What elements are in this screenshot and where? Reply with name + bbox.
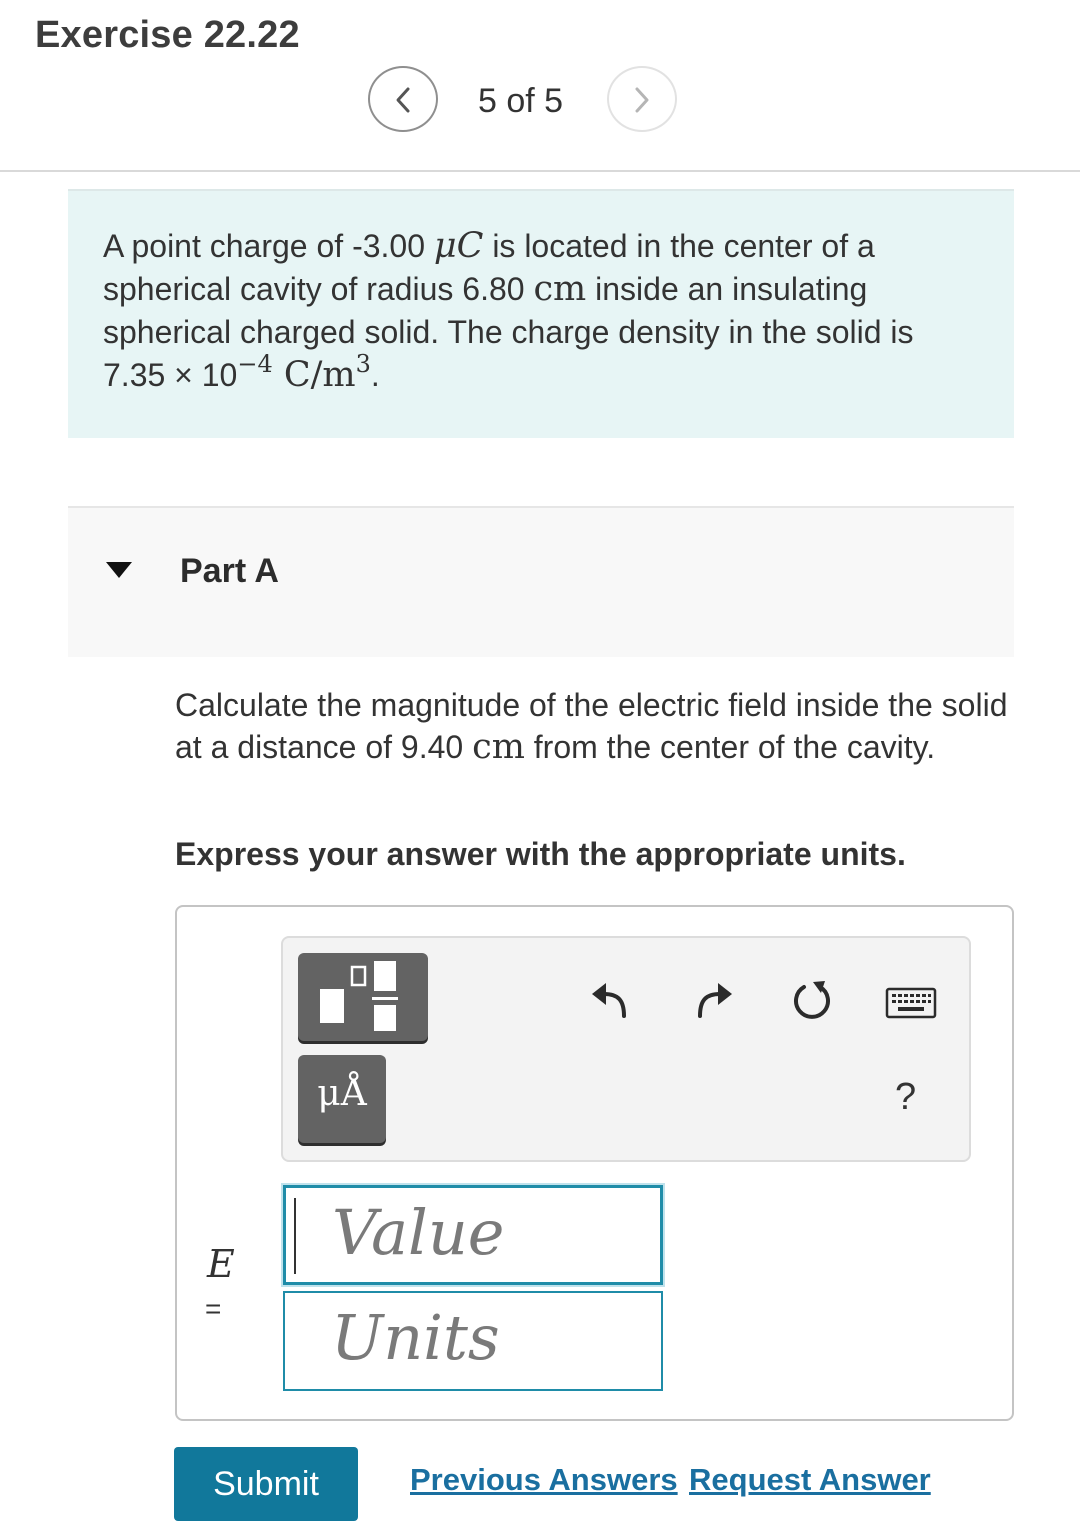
units-button-label: μÅ — [317, 1073, 367, 1114]
pager — [368, 66, 688, 134]
templates-button[interactable] — [298, 953, 428, 1041]
reset-icon[interactable] — [789, 978, 835, 1024]
question-text-2: from the center of the cavity. — [524, 729, 936, 765]
caret-down-icon[interactable] — [105, 560, 133, 580]
value-input[interactable] — [283, 1185, 663, 1285]
templates-icon — [298, 953, 428, 1041]
part-a-header[interactable] — [68, 506, 1014, 657]
text-cursor — [294, 1198, 296, 1274]
pager-status: 5 of 5 — [478, 82, 564, 120]
redo-icon[interactable] — [692, 978, 734, 1020]
answer-panel — [175, 905, 1014, 1421]
previous-exercise-button[interactable] — [368, 66, 438, 132]
keyboard-icon[interactable] — [885, 986, 937, 1020]
next-exercise-button[interactable] — [607, 66, 677, 132]
part-label: Part A — [180, 552, 279, 590]
question-text — [175, 684, 1015, 768]
problem-text-1: A point charge of -3.00 — [103, 228, 434, 264]
request-answer-link[interactable]: Request Answer — [689, 1462, 931, 1497]
problem-statement-box — [68, 189, 1014, 438]
chevron-left-icon — [391, 85, 415, 115]
exercise-title: Exercise 22.22 — [35, 14, 300, 56]
equals-sign: = — [205, 1293, 222, 1324]
density-unit-exponent: 3 — [355, 350, 371, 378]
header-divider — [0, 170, 1080, 172]
help-button[interactable]: ? — [895, 1076, 917, 1118]
density-exponent: −4 — [237, 350, 273, 378]
units-button[interactable] — [298, 1055, 386, 1143]
answer-instruction: Express your answer with the appropriate units. — [175, 836, 906, 872]
chevron-right-icon — [630, 85, 654, 115]
value-placeholder: Value — [332, 1196, 505, 1269]
distance-unit: cm — [472, 727, 525, 767]
charge-unit: μC — [433, 226, 484, 266]
radius-unit: cm — [533, 269, 587, 309]
undo-icon[interactable] — [590, 978, 632, 1020]
problem-text-2: is located in the center of a spherical cavity of radius 6.80 — [103, 228, 875, 307]
answer-variable: E — [207, 1242, 235, 1286]
submit-button[interactable]: Submit — [174, 1447, 358, 1521]
problem-text-3: inside an insulating spherical charged solid. The charge density in the solid is 7.35 × 10 — [103, 271, 914, 393]
units-input[interactable] — [283, 1291, 663, 1391]
density-unit: C/m — [272, 355, 356, 395]
problem-text-end: . — [370, 357, 380, 393]
math-toolbar — [281, 936, 971, 1162]
units-placeholder: Units — [331, 1301, 500, 1374]
question-text-1: Calculate the magnitude of the electric field inside the solid at a distance of 9.40 — [175, 687, 1008, 765]
previous-answers-link[interactable]: Previous Answers — [410, 1462, 678, 1497]
problem-statement — [103, 225, 983, 397]
